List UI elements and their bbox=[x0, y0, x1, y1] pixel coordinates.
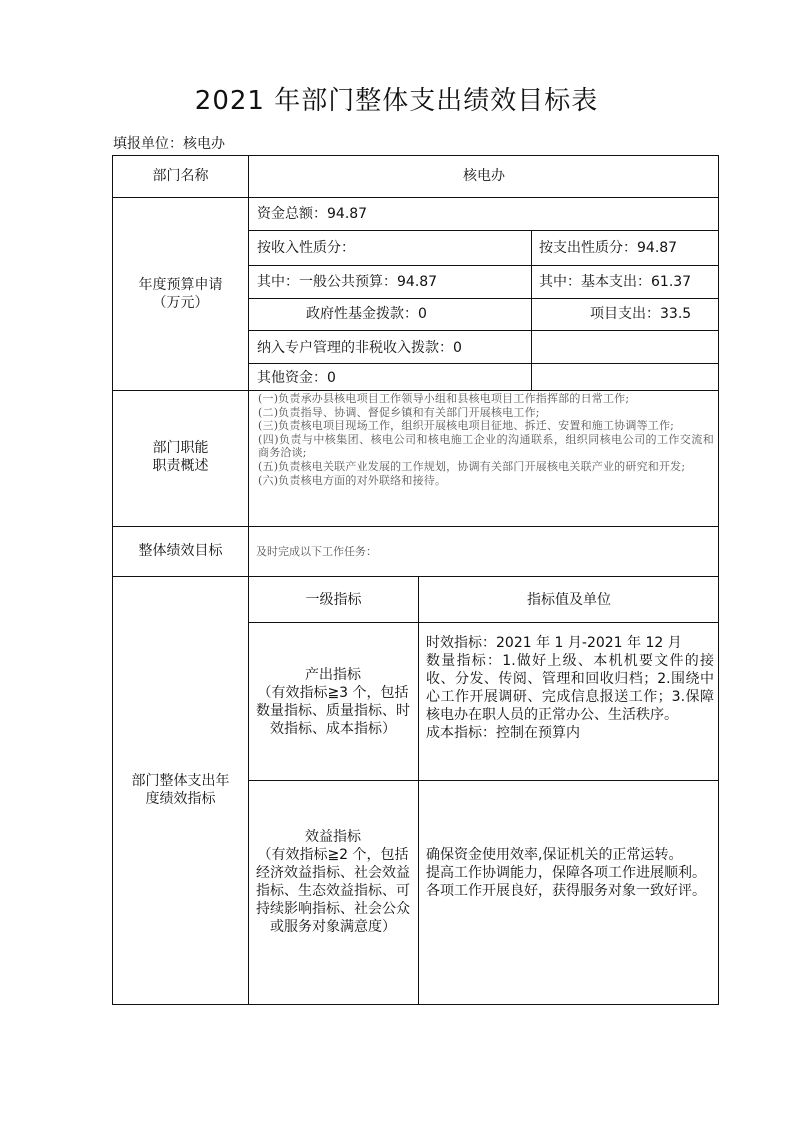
output-indicator bbox=[252, 666, 414, 738]
row-divider bbox=[248, 622, 719, 623]
benefit-indicator-desc: （有效指标≧2 个，包括经济效益指标、社会效益指标、生态效益指标、可持续影响指标、社会公众或服务对象满意度） bbox=[256, 847, 410, 935]
budget-general: 其中：一般公共预算：94.87 bbox=[257, 274, 438, 290]
benefit-indicator bbox=[252, 828, 414, 936]
duties-label-line1: 部门职能 bbox=[152, 440, 209, 456]
duty-item: (二)负责指导、协调、督促乡镇和有关部门开展核电工作; bbox=[258, 405, 540, 419]
overall-goal-value: 及时完成以下工作任务： bbox=[256, 545, 377, 558]
col-divider bbox=[531, 230, 532, 390]
duties-label-line2: 职责概述 bbox=[152, 458, 209, 474]
row-divider bbox=[112, 526, 719, 527]
benefit-value-line: 各项工作开展良好，获得服务对象一致好评。 bbox=[426, 883, 706, 899]
benefit-indicator-values bbox=[426, 846, 716, 900]
duties-list bbox=[258, 392, 714, 487]
budget-other: 其他资金：0 bbox=[257, 370, 336, 386]
budget-by-income: 按收入性质分： bbox=[257, 240, 355, 256]
output-value-line: 成本指标：控制在预算内 bbox=[426, 725, 580, 741]
duty-item: (五)负责核电关联产业发展的工作规划，协调有关部门开展核电关联产业的研究和开发; bbox=[258, 459, 686, 473]
budget-by-expense: 按支出性质分：94.87 bbox=[539, 240, 678, 256]
benefit-value-line: 确保资金使用效率,保证机关的正常运转。 bbox=[426, 847, 683, 863]
duty-item: (四)负责与中核集团、核电公司和核电施工企业的沟通联系，组织同核电公司的工作交流和商务洽谈; bbox=[258, 432, 714, 460]
page-title: 2021 年部门整体支出绩效目标表 bbox=[194, 86, 599, 116]
row-divider bbox=[248, 265, 719, 266]
col-value-header: 指标值及单位 bbox=[527, 592, 611, 608]
row-divider bbox=[248, 363, 719, 364]
budget-label-line1: 年度预算申请 bbox=[138, 277, 223, 293]
duty-item: (一)负责承办县核电项目工作领导小组和县核电项目工作指挥部的日常工作; bbox=[258, 392, 630, 405]
indicators-label-line1: 部门整体支出年 bbox=[131, 773, 230, 789]
budget-label bbox=[113, 276, 248, 312]
row-divider bbox=[248, 780, 719, 781]
row-divider bbox=[112, 576, 719, 577]
budget-project-expense: 项目支出：33.5 bbox=[590, 306, 692, 322]
output-indicator-values bbox=[426, 634, 714, 742]
col-divider bbox=[418, 576, 419, 1005]
duty-item: (三)负责核电项目现场工作，组织开展核电项目征地、拆迁、安置和施工协调等工作; bbox=[258, 419, 675, 433]
row-divider bbox=[112, 390, 719, 391]
col-divider bbox=[248, 155, 249, 1005]
dept-name-value: 核电办 bbox=[463, 168, 505, 184]
output-indicator-name: 产出指标 bbox=[305, 667, 361, 683]
budget-basic-expense: 其中：基本支出：61.37 bbox=[539, 274, 692, 290]
output-value-line: 时效指标：2021 年 1 月-2021 年 12 月 bbox=[426, 635, 682, 651]
col-level1-header: 一级指标 bbox=[305, 592, 362, 608]
overall-goal-label: 整体绩效目标 bbox=[138, 543, 223, 559]
indicators-label-line2: 度绩效指标 bbox=[145, 791, 216, 807]
budget-total: 资金总额：94.87 bbox=[257, 206, 368, 222]
reporting-unit: 填报单位：核电办 bbox=[113, 136, 225, 152]
output-value-line: 数量指标：1.做好上级、本机机要文件的接收、分发、传阅、管理和回收归档；2.围绕中心工作开展调研、完成信息报送工作；3.保障核电办在职人员的正常办公、生活秩序。 bbox=[426, 653, 714, 723]
budget-label-line2: （万元） bbox=[152, 295, 209, 311]
benefit-indicator-name: 效益指标 bbox=[305, 829, 361, 845]
duty-item: (六)负责核电方面的对外联络和接待。 bbox=[258, 473, 447, 487]
row-divider bbox=[248, 330, 719, 331]
row-divider bbox=[248, 298, 719, 299]
output-indicator-desc: （有效指标≧3 个，包括数量指标、质量指标、时效指标、成本指标） bbox=[256, 685, 410, 737]
dept-name-label: 部门名称 bbox=[152, 168, 209, 184]
row-divider bbox=[112, 197, 719, 198]
duties-label bbox=[113, 439, 248, 475]
benefit-value-line: 提高工作协调能力，保障各项工作进展顺利。 bbox=[426, 865, 706, 881]
row-divider bbox=[248, 230, 719, 231]
indicators-label bbox=[113, 772, 248, 808]
budget-nontax: 纳入专户管理的非税收入拨款：0 bbox=[257, 340, 462, 356]
budget-gov-fund: 政府性基金拨款：0 bbox=[306, 306, 427, 322]
